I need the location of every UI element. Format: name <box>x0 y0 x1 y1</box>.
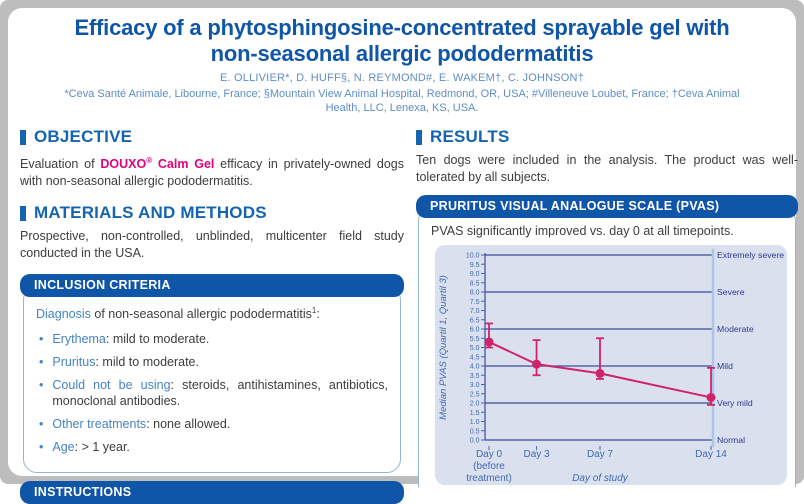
inclusion-intro-colon: : <box>316 307 320 322</box>
svg-text:0.5: 0.5 <box>469 428 480 436</box>
list-item-text <box>52 354 199 370</box>
inclusion-intro <box>36 303 388 322</box>
gridlines <box>485 255 713 440</box>
pvas-header: PRURITUS VISUAL ANALOGUE SCALE (PVAS) <box>416 195 798 218</box>
left-column <box>20 120 404 504</box>
pvas-chart-svg <box>435 245 787 485</box>
criteria-term: Could not be using <box>52 378 171 393</box>
svg-text:treatment): treatment) <box>466 473 512 484</box>
product-name <box>100 157 214 171</box>
materials-heading-label: MATERIALS AND METHODS <box>34 203 267 223</box>
poster-title <box>8 15 796 67</box>
error-bars <box>485 323 715 404</box>
criteria-rest: : > 1 year. <box>74 440 130 455</box>
objective-text-post: efficacy in privately-owned dogs with non-seasonal allergic pododermatitis. <box>20 157 404 189</box>
svg-text:4.0: 4.0 <box>469 363 480 371</box>
svg-text:Day 14: Day 14 <box>695 449 727 460</box>
registered-mark: ® <box>146 156 153 165</box>
criteria-rest: : mild to moderate. <box>95 355 199 370</box>
objective-text-pre: Evaluation of <box>20 157 101 172</box>
affiliations-line2: Health, LLC, Lenexa, KS, USA. <box>325 102 479 114</box>
list-item <box>39 439 388 455</box>
criteria-term: Pruritus <box>52 355 96 370</box>
affiliations-line1: *Ceva Santé Animale, Libourne, France; §Mountain View Animal Hospital, Redmond, OR, USA; #Villeneuve Loubet, France; †Ceva Animal <box>64 88 740 100</box>
results-body: Ten dogs were included in the analysis. The product was well-tolerated by all subjects. <box>416 153 798 184</box>
materials-body: Prospective, non-controlled, unblinded, multicenter field study conducted in the USA. <box>20 229 404 261</box>
list-item-text <box>52 331 209 347</box>
criteria-rest: : none allowed. <box>146 417 231 432</box>
criteria-term: Other treatments <box>52 417 147 432</box>
inclusion-criteria-header: INCLUSION CRITERIA <box>20 274 404 297</box>
right-column <box>416 120 798 487</box>
affiliations <box>8 87 796 115</box>
inclusion-intro-term: Diagnosis <box>36 307 91 322</box>
bullet-icon: • <box>39 378 44 393</box>
inclusion-criteria-list <box>36 331 388 455</box>
results-heading <box>416 127 798 147</box>
bullet-icon: • <box>39 355 44 370</box>
inclusion-criteria-box <box>23 286 401 473</box>
list-item <box>39 354 388 370</box>
svg-text:9.0: 9.0 <box>469 271 480 278</box>
svg-text:0.0: 0.0 <box>469 437 480 445</box>
list-item-text <box>52 377 388 409</box>
criteria-rest: : steroids, antihistamines, antibiotics, monoclonal antibodies. <box>52 378 388 409</box>
criteria-term: Erythema <box>52 332 106 347</box>
objective-heading <box>20 127 404 147</box>
authors-line: E. OLLIVIER*, D. HUFF§, N. REYMOND#, E. WAKEM†, C. JOHNSON† <box>219 72 585 84</box>
list-item-text <box>52 416 230 432</box>
svg-text:3.0: 3.0 <box>469 382 480 389</box>
bullet-icon: • <box>39 417 44 432</box>
svg-text:Severe: Severe <box>717 287 745 297</box>
svg-text:5.5: 5.5 <box>469 335 480 343</box>
objective-heading-label: OBJECTIVE <box>34 127 133 146</box>
svg-text:4.5: 4.5 <box>469 354 480 362</box>
svg-text:Day 3: Day 3 <box>523 449 550 460</box>
bullet-icon: • <box>39 440 44 455</box>
x-axis <box>466 446 727 484</box>
x-axis-title: Day of study <box>572 473 628 484</box>
svg-text:1.0: 1.0 <box>469 419 480 426</box>
y-axis-title: Median PVAS (Quartil 1, Quartil 3) <box>438 275 449 420</box>
footnote-marker: 1 <box>311 306 317 316</box>
svg-text:(before: (before <box>473 461 505 472</box>
poster-title-line1: Efficacy of a phytosphingosine-concentrated sprayable gel with <box>74 15 730 40</box>
svg-text:9.5: 9.5 <box>469 261 480 269</box>
svg-text:Moderate: Moderate <box>717 324 754 334</box>
svg-text:10.0: 10.0 <box>465 252 480 260</box>
svg-text:7.0: 7.0 <box>469 308 480 315</box>
poster-title-line2: non-seasonal allergic pododermatitis <box>210 41 594 66</box>
svg-text:Extremely severe: Extremely severe <box>717 250 785 260</box>
svg-text:1.5: 1.5 <box>469 409 480 417</box>
heading-marker <box>20 206 26 221</box>
severity-labels <box>717 250 784 445</box>
heading-marker <box>416 130 422 145</box>
criteria-term: Age <box>52 440 75 455</box>
svg-text:Day 0: Day 0 <box>475 449 503 460</box>
svg-text:3.5: 3.5 <box>469 372 480 380</box>
pvas-note: PVAS significantly improved vs. day 0 at all timepoints. <box>431 224 734 238</box>
results-heading-label: RESULTS <box>430 127 510 146</box>
materials-heading <box>20 203 404 223</box>
criteria-rest: : mild to moderate. <box>105 332 210 347</box>
list-item <box>39 377 388 409</box>
list-item-text <box>52 439 130 455</box>
svg-text:Day 7: Day 7 <box>586 449 614 460</box>
product-name-text: DOUXO <box>100 157 147 172</box>
objective-body <box>20 152 404 190</box>
poster <box>8 8 798 500</box>
svg-text:2.0: 2.0 <box>469 400 480 408</box>
svg-text:Normal: Normal <box>717 435 745 445</box>
svg-text:6.0: 6.0 <box>469 326 480 334</box>
svg-text:Very mild: Very mild <box>717 398 753 408</box>
pvas-box <box>418 207 796 487</box>
svg-text:2.5: 2.5 <box>469 391 480 399</box>
svg-text:7.5: 7.5 <box>469 298 480 306</box>
svg-text:8.5: 8.5 <box>469 280 480 288</box>
svg-text:6.5: 6.5 <box>469 317 480 325</box>
inclusion-intro-rest: of non-seasonal allergic pododermatitis <box>90 307 312 322</box>
instructions-header: INSTRUCTIONS <box>20 481 404 504</box>
list-item <box>39 331 388 347</box>
product-name-rest: Calm Gel <box>152 157 215 172</box>
y-axis <box>466 253 485 445</box>
bullet-icon: • <box>39 332 44 347</box>
list-item <box>39 416 388 432</box>
heading-marker <box>20 130 26 145</box>
svg-text:Mild: Mild <box>717 361 733 371</box>
pvas-chart <box>435 245 787 485</box>
svg-text:8.0: 8.0 <box>469 289 480 297</box>
svg-text:5.0: 5.0 <box>469 345 480 352</box>
